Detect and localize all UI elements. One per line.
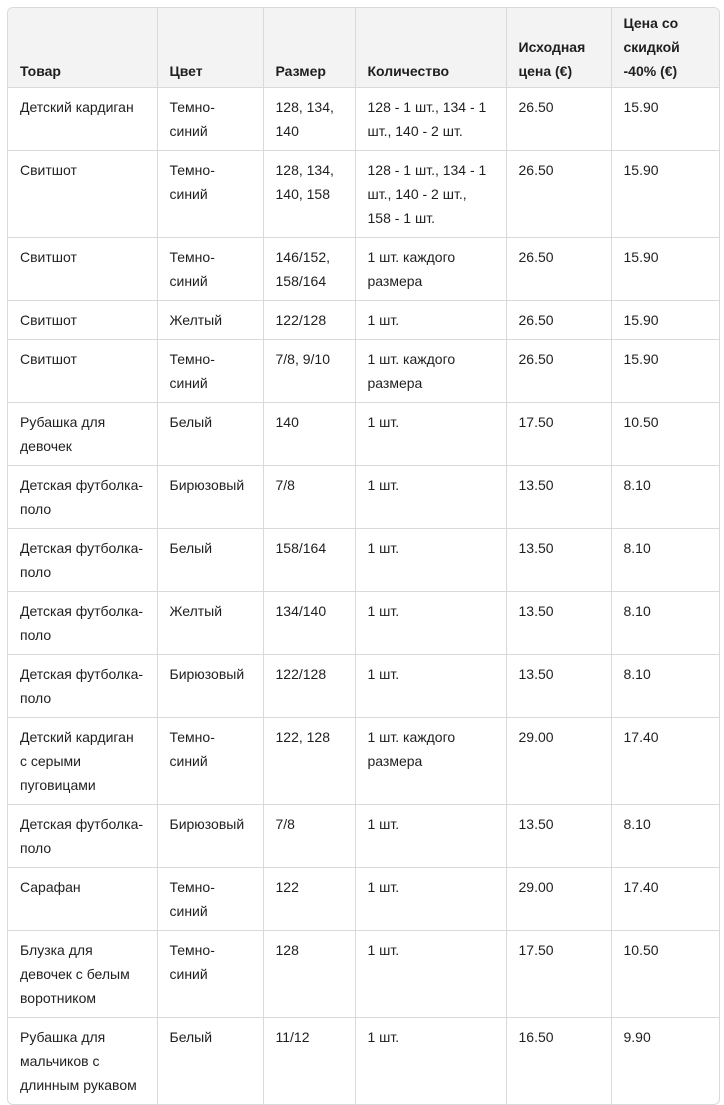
cell-original-price: 13.50: [506, 466, 611, 529]
cell-product: Свитшот: [8, 301, 157, 340]
cell-quantity: 128 - 1 шт., 134 - 1 шт., 140 - 2 шт., 158 - 1 шт.: [355, 151, 506, 238]
table-row: [8, 655, 719, 718]
cell-quantity: 1 шт.: [355, 931, 506, 1018]
cell-quantity: 1 шт.: [355, 466, 506, 529]
cell-size: 7/8: [263, 805, 355, 868]
cell-color: Темно-синий: [157, 931, 263, 1018]
cell-color: Желтый: [157, 592, 263, 655]
table-row: [8, 238, 719, 301]
cell-product: Рубашка для девочек: [8, 403, 157, 466]
cell-product: Детская футболка-поло: [8, 466, 157, 529]
header-size: Размер: [263, 8, 355, 88]
cell-product: Свитшот: [8, 238, 157, 301]
header-quantity: Количество: [355, 8, 506, 88]
cell-discount-price: 15.90: [611, 301, 719, 340]
table-row: [8, 88, 719, 151]
cell-product: Детская футболка-поло: [8, 592, 157, 655]
cell-original-price: 17.50: [506, 931, 611, 1018]
cell-discount-price: 10.50: [611, 931, 719, 1018]
cell-product: Детский кардиган с серыми пуговицами: [8, 718, 157, 805]
cell-color: Темно-синий: [157, 151, 263, 238]
products-table-container: [7, 7, 720, 1105]
cell-color: Желтый: [157, 301, 263, 340]
cell-quantity: 1 шт. каждого размера: [355, 340, 506, 403]
cell-original-price: 26.50: [506, 238, 611, 301]
table-row: [8, 529, 719, 592]
cell-discount-price: 15.90: [611, 238, 719, 301]
table-row: [8, 340, 719, 403]
cell-size: 122/128: [263, 655, 355, 718]
cell-original-price: 16.50: [506, 1018, 611, 1105]
cell-color: Темно-синий: [157, 88, 263, 151]
cell-product: Детский кардиган: [8, 88, 157, 151]
table-row: [8, 718, 719, 805]
cell-quantity: 128 - 1 шт., 134 - 1 шт., 140 - 2 шт.: [355, 88, 506, 151]
cell-original-price: 26.50: [506, 88, 611, 151]
cell-product: Свитшот: [8, 340, 157, 403]
cell-size: 11/12: [263, 1018, 355, 1105]
cell-product: Блузка для девочек с белым воротником: [8, 931, 157, 1018]
cell-discount-price: 9.90: [623, 1029, 651, 1045]
cell-original-price: 13.50: [506, 529, 611, 592]
cell-discount-price: 15.90: [611, 151, 719, 238]
table-row: [8, 151, 719, 238]
cell-discount-price: 15.90: [611, 88, 719, 151]
table-row: [8, 403, 719, 466]
cell-size: 128, 134, 140: [263, 88, 355, 151]
table-row: [8, 466, 719, 529]
cell-quantity: 1 шт. каждого размера: [355, 238, 506, 301]
cell-product: Рубашка для мальчиков с длинным рукавом: [8, 1018, 157, 1105]
products-table: [8, 8, 719, 1104]
cell-color: Бирюзовый: [157, 655, 263, 718]
cell-size: 128: [263, 931, 355, 1018]
cell-size: 122/128: [263, 301, 355, 340]
table-row: [8, 592, 719, 655]
cell-quantity: 1 шт.: [355, 655, 506, 718]
cell-size: 134/140: [263, 592, 355, 655]
cell-size: 7/8: [263, 466, 355, 529]
cell-discount-price: 8.10: [611, 466, 719, 529]
cell-quantity: 1 шт.: [355, 1018, 506, 1105]
cell-color: Бирюзовый: [157, 805, 263, 868]
cell-original-price: 26.50: [506, 151, 611, 238]
cell-original-price: 17.50: [506, 403, 611, 466]
cell-original-price: 26.50: [506, 301, 611, 340]
table-row: [8, 1018, 719, 1105]
table-row: [8, 805, 719, 868]
cell-discount-price: 8.10: [611, 592, 719, 655]
cell-quantity: 1 шт. каждого размера: [355, 718, 506, 805]
cell-original-price: 26.50: [506, 340, 611, 403]
cell-color: Белый: [157, 529, 263, 592]
cell-quantity: 1 шт.: [355, 301, 506, 340]
cell-size: 146/152, 158/164: [263, 238, 355, 301]
header-discount-price: Цена со скидкой -40% (€): [611, 8, 719, 88]
cell-discount-price: 10.50: [611, 403, 719, 466]
cell-quantity: 1 шт.: [355, 868, 506, 931]
cell-quantity: 1 шт.: [355, 805, 506, 868]
cell-size: 140: [263, 403, 355, 466]
cell-color: Темно-синий: [157, 718, 263, 805]
table-header-row: [8, 8, 719, 88]
cell-discount-price: 17.40: [611, 718, 719, 805]
cell-product: Детская футболка-поло: [8, 655, 157, 718]
cell-original-price: 13.50: [506, 655, 611, 718]
cell-discount-price: 8.10: [611, 805, 719, 868]
cell-color: Темно-синий: [157, 238, 263, 301]
header-product: Товар: [8, 8, 157, 88]
cell-color: Белый: [157, 403, 263, 466]
cell-size: 128, 134, 140, 158: [263, 151, 355, 238]
cell-original-price: 29.00: [506, 868, 611, 931]
cell-size: 122, 128: [263, 718, 355, 805]
cell-product: Сарафан: [8, 868, 157, 931]
cell-color: Бирюзовый: [157, 466, 263, 529]
table-row: [8, 931, 719, 1018]
cell-product: Детская футболка-поло: [8, 805, 157, 868]
cell-discount-price: 8.10: [611, 529, 719, 592]
cell-color: Темно-синий: [157, 340, 263, 403]
cell-size: 7/8, 9/10: [263, 340, 355, 403]
cell-discount-price: 8.10: [611, 655, 719, 718]
cell-quantity: 1 шт.: [355, 403, 506, 466]
table-row: [8, 868, 719, 931]
cell-size: 158/164: [263, 529, 355, 592]
header-original-price: Исходная цена (€): [506, 8, 611, 88]
cell-original-price: 13.50: [506, 805, 611, 868]
cell-product: Детская футболка-поло: [8, 529, 157, 592]
table-body: [8, 88, 719, 1105]
table-row: [8, 301, 719, 340]
cell-quantity: 1 шт.: [355, 529, 506, 592]
header-color: Цвет: [157, 8, 263, 88]
cell-color: Белый: [157, 1018, 263, 1105]
cell-discount-price: 15.90: [611, 340, 719, 403]
cell-discount-price: 17.40: [611, 868, 719, 931]
cell-original-price: 29.00: [506, 718, 611, 805]
cell-color: Темно-синий: [157, 868, 263, 931]
cell-size: 122: [263, 868, 355, 931]
cell-original-price: 13.50: [506, 592, 611, 655]
cell-quantity: 1 шт.: [355, 592, 506, 655]
cell-product: Свитшот: [8, 151, 157, 238]
